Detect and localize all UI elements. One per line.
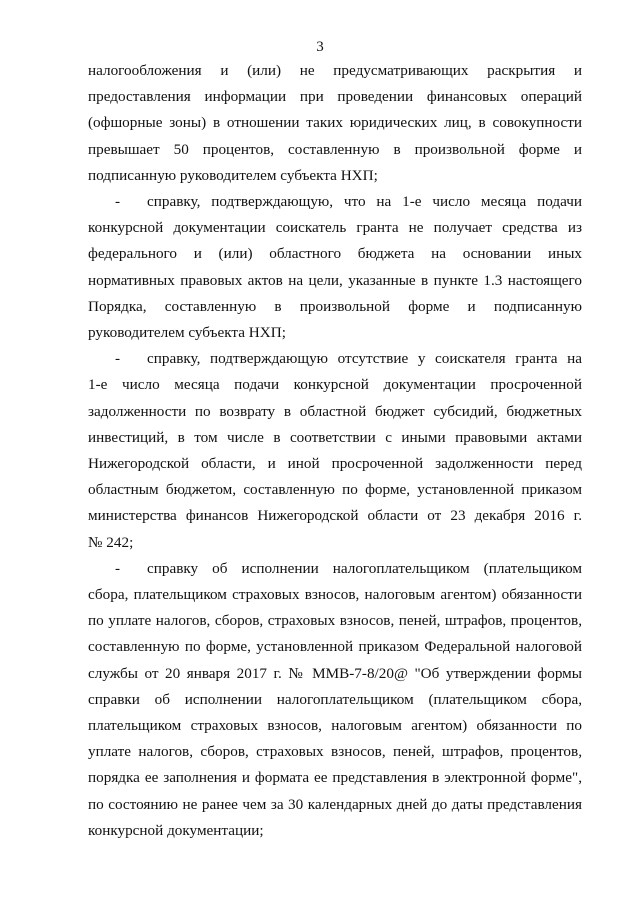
text-line: 1-е число месяца подачи конкурсной документации просроченной bbox=[88, 376, 582, 394]
list-bullet: - bbox=[115, 193, 121, 211]
text-line: справки об исполнении налогоплательщиком (плательщиком сбора, bbox=[88, 690, 582, 708]
text-line: № 242; bbox=[88, 533, 134, 551]
list-item-first-line bbox=[88, 189, 582, 215]
text-line: руководителем субъекта НХП; bbox=[88, 324, 286, 342]
list-bullet: - bbox=[115, 559, 121, 577]
text-line: федерального и (или) областного бюджета на основании иных bbox=[88, 245, 582, 263]
text-line: порядка ее заполнения и формата ее представления в электронной форме", bbox=[88, 769, 582, 787]
intro-paragraph bbox=[88, 58, 582, 189]
text-line: составленную по форме, установленной приказом Федеральной налоговой bbox=[88, 638, 582, 656]
text-line: налогообложения и (или) не предусматривающих раскрытия и bbox=[88, 62, 582, 79]
text-line: по состоянию не ранее чем за 30 календарных дней до даты представления bbox=[88, 795, 582, 813]
text-line: справку, подтверждающую, что на 1-е число месяца подачи bbox=[147, 193, 582, 211]
text-line: сбора, плательщиком страховых взносов, налоговым агентом) обязанности bbox=[88, 586, 582, 604]
text-line: (офшорные зоны) в отношении таких юридических лиц, в совокупности bbox=[88, 114, 582, 132]
text-line: министерства финансов Нижегородской области от 23 декабря 2016 г. bbox=[88, 507, 582, 525]
text-line: подписанную руководителем субъекта НХП; bbox=[88, 166, 378, 184]
list-item bbox=[88, 556, 582, 844]
page-number: 3 bbox=[316, 39, 324, 55]
text-line: областным бюджетом, составленную по форме, установленной приказом bbox=[88, 481, 582, 499]
text-line: инвестиций, в том числе в соответствии с иными правовыми актами bbox=[88, 428, 582, 446]
text-line: справку об исполнении налогоплательщиком (плательщиком bbox=[147, 559, 582, 577]
text-line: Порядка, составленную в произвольной форме и подписанную bbox=[88, 297, 582, 315]
text-line: плательщиком страховых взносов, налоговым агентом) обязанности по bbox=[88, 717, 582, 735]
text-line: справку, подтверждающую отсутствие у соискателя гранта на bbox=[147, 350, 582, 368]
text-line: уплате налогов, сборов, страховых взносов, пеней, штрафов, процентов, bbox=[88, 743, 582, 761]
text-line: нормативных правовых актов на цели, указанные в пункте 1.3 настоящего bbox=[88, 271, 582, 289]
text-line: конкурсной документации; bbox=[88, 821, 264, 839]
text-line: по уплате налогов, сборов, страховых взносов, пеней, штрафов, процентов, bbox=[88, 612, 582, 630]
list-item-first-line bbox=[88, 346, 582, 372]
list-item bbox=[88, 346, 582, 556]
list-item bbox=[88, 189, 582, 346]
text-line: превышает 50 процентов, составленную в произвольной форме и bbox=[88, 140, 582, 158]
text-line: задолженности по возврату в областной бюджет субсидий, бюджетных bbox=[88, 402, 582, 420]
list-bullet: - bbox=[115, 350, 121, 368]
list-item-first-line bbox=[88, 556, 582, 582]
document-body bbox=[88, 58, 582, 844]
text-line: службы от 20 января 2017 г. № ММВ-7-8/20@ "Об утверждении формы bbox=[88, 664, 582, 682]
text-line: конкурсной документации соискатель гранта не получает средства из bbox=[88, 219, 582, 237]
text-line: Нижегородской области, и иной просроченной задолженности перед bbox=[88, 455, 582, 473]
text-line: предоставления информации при проведении финансовых операций bbox=[88, 88, 582, 106]
